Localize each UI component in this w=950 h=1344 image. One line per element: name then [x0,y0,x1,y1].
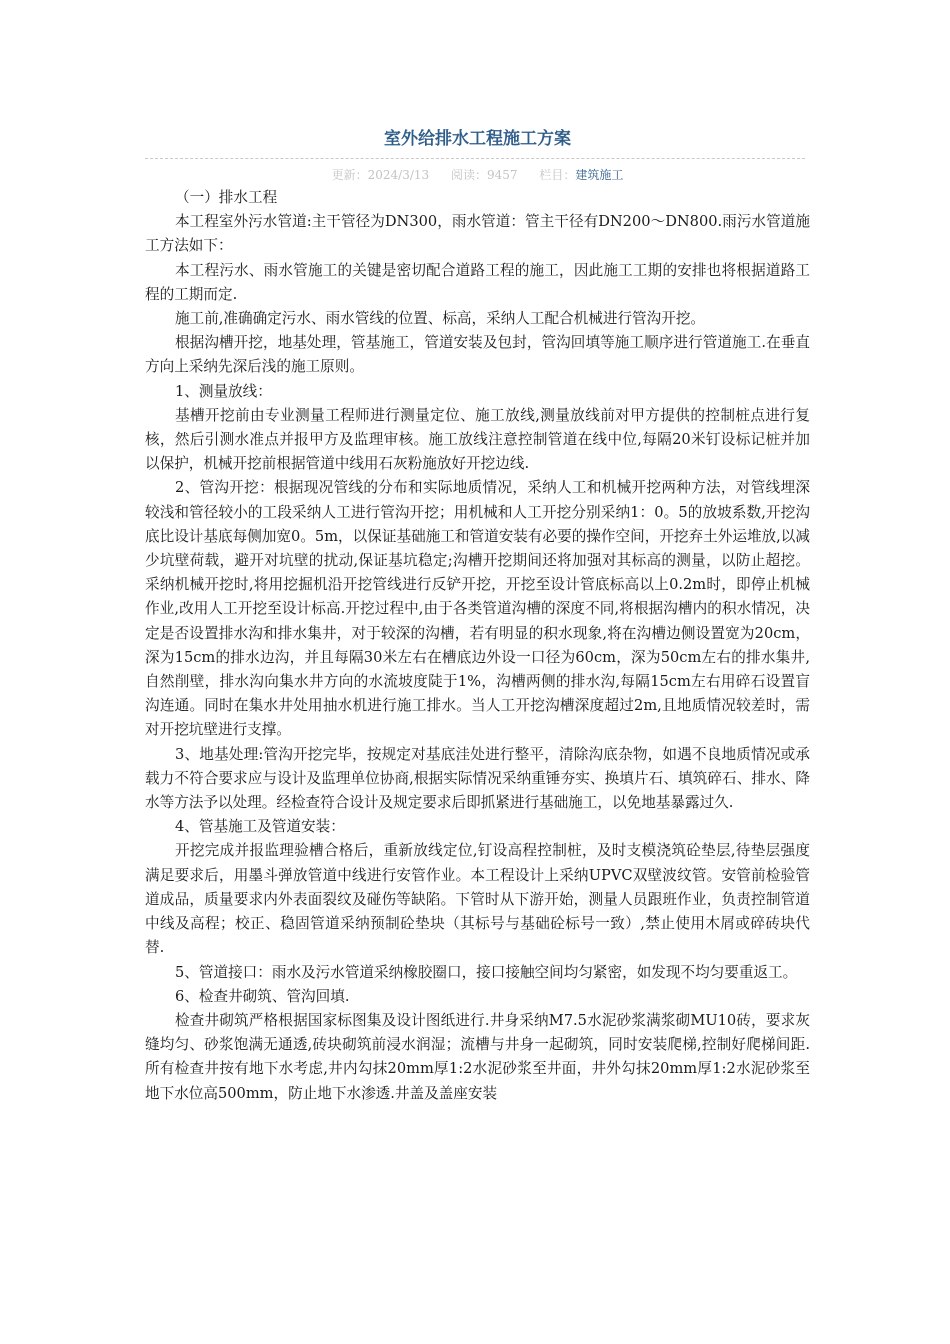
step-heading: 6、检查井砌筑、管沟回填. [175,987,350,1005]
article-body [145,186,810,1106]
paragraph: 施工前,准确确定污水、雨水管线的位置、标高，采纳人工配合机械进行管沟开挖。 [175,310,706,328]
section-heading: （一）排水工程 [175,189,278,206]
category-link[interactable]: 建筑施工 [575,168,624,182]
paragraph: 基槽开挖前由专业测量工程师进行测量定位、施工放线,测量放线前对甲方提供的控制桩点进行复核，然后引测水准点并报甲方及监理审核。施工放线注意控制管道在线中位,每隔20米钉设标记桩并加以保护，机械开挖前根据管道中线用石灰粉施放好开挖边线. [145,406,810,473]
paragraph: 检查井砌筑严格根据国家标图集及设计图纸进行.井身采纳M7.5水泥砂浆满浆砌MU10砖，要求灰缝均匀、砂浆饱满无通透,砖块砌筑前浸水润湿；流槽与井身一起砌筑，同时安装爬梯,控制好爬梯间距.所有检查井按有地下水考虑,井内勾抹20mm厚1:2水泥砂浆至井面，井外勾抹20mm厚1:2水泥砂浆至地下水位高500mm，防止地下水渗透.井盖及盖座安装 [145,1011,810,1102]
article [145,120,810,1106]
paragraph: 开挖完成并报监理验槽合格后，重新放线定位,钉设高程控制桩，及时支模浇筑砼垫层,待垫层强度满足要求后，用墨斗弹放管道中线进行安管作业。本工程设计上采纳UPVC双壁波纹管。安管前检验管道成品，质量要求内外表面裂纹及碰伤等缺陷。下管时从下游开始，测量人员跟班作业，负责控制管道中线及高程；校正、稳固管道采纳预制砼垫块（其标号与基础砼标号一致）,禁止使用木屑或碎砖块代替. [145,842,810,957]
paragraph: 本工程室外污水管道:主干管径为DN300，雨水管道：管主干径有DN200～DN800.雨污水管道施工方法如下： [145,213,810,255]
article-title: 室外给排水工程施工方案 [384,129,571,149]
paragraph: 本工程污水、雨水管施工的关键是密切配合道路工程的施工，因此施工工期的安排也将根据道路工程的工期而定. [145,261,810,303]
step-heading: 1、测量放线： [175,382,272,400]
paragraph: 3、地基处理:管沟开挖完毕，按规定对基底洼处进行整平，清除沟底杂物，如遇不良地质情况或承载力不符合要求应与设计及监理单位协商,根据实际情况采纳重锤夯实、换填片石、填筑碎石、排水、降水等方法予以处理。经检查符合设计及规定要求后即抓紧进行基础施工，以免地基暴露过久. [145,745,810,812]
step-heading: 4、管基施工及管道安装： [175,818,345,836]
paragraph: 2、管沟开挖：根据现况管线的分布和实际地质情况，采纳人工和机械开挖两种方法，对管线埋深较浅和管径较小的工段采纳人工进行管沟开挖；用机械和人工开挖分别采纳1：0。5的放坡系数,开挖沟底比设计基底每侧加宽0。5m，以保证基础施工和管道安装有必要的操作空间，开挖弃土外运堆放,以减少坑壁荷载，避开对坑壁的扰动,保证基坑稳定;沟槽开挖期间还将加强对其标高的测量，以防止超挖。采纳机械开挖时,将用挖掘机沿开挖管线进行反铲开挖，开挖至设计管底标高以上0.2m时，即停止机械作业,改用人工开挖至设计标高.开挖过程中,由于各类管道沟槽的深度不同,将根据沟槽内的积水情况，决定是否设置排水沟和排水集井，对于较深的沟槽，若有明显的积水现象,将在沟槽边侧设置宽为20cm，深为15cm的排水边沟，并且每隔30米左右在槽底边外设一口径为60cm，深为50cm左右的排水集井,自然削壁，排水沟向集水井方向的水流坡度陡于1%，沟槽两侧的排水沟,每隔15cm左右用碎石设置盲沟连通。同时在集水井处用抽水机进行施工排水。当人工开挖沟槽深度超过2m,且地质情况较差时，需对开挖坑壁进行支撑。 [145,479,810,739]
title-divider [145,158,805,159]
update-date: 更新：2024/3/13 [331,168,430,182]
view-count: 阅读：9457 [450,168,518,182]
paragraph: 5、管道接口：雨水及污水管道采纳橡胶圈口，接口接触空间均匀紧密，如发现不均匀要重返工。 [175,963,798,981]
article-meta [145,164,810,186]
paragraph: 根据沟槽开挖，地基处理，管基施工，管道安装及包封，管沟回填等施工顺序进行管道施工.在垂直方向上采纳先深后浅的施工原则。 [145,334,810,376]
category-label: 栏目： [539,168,576,182]
category [539,168,623,182]
